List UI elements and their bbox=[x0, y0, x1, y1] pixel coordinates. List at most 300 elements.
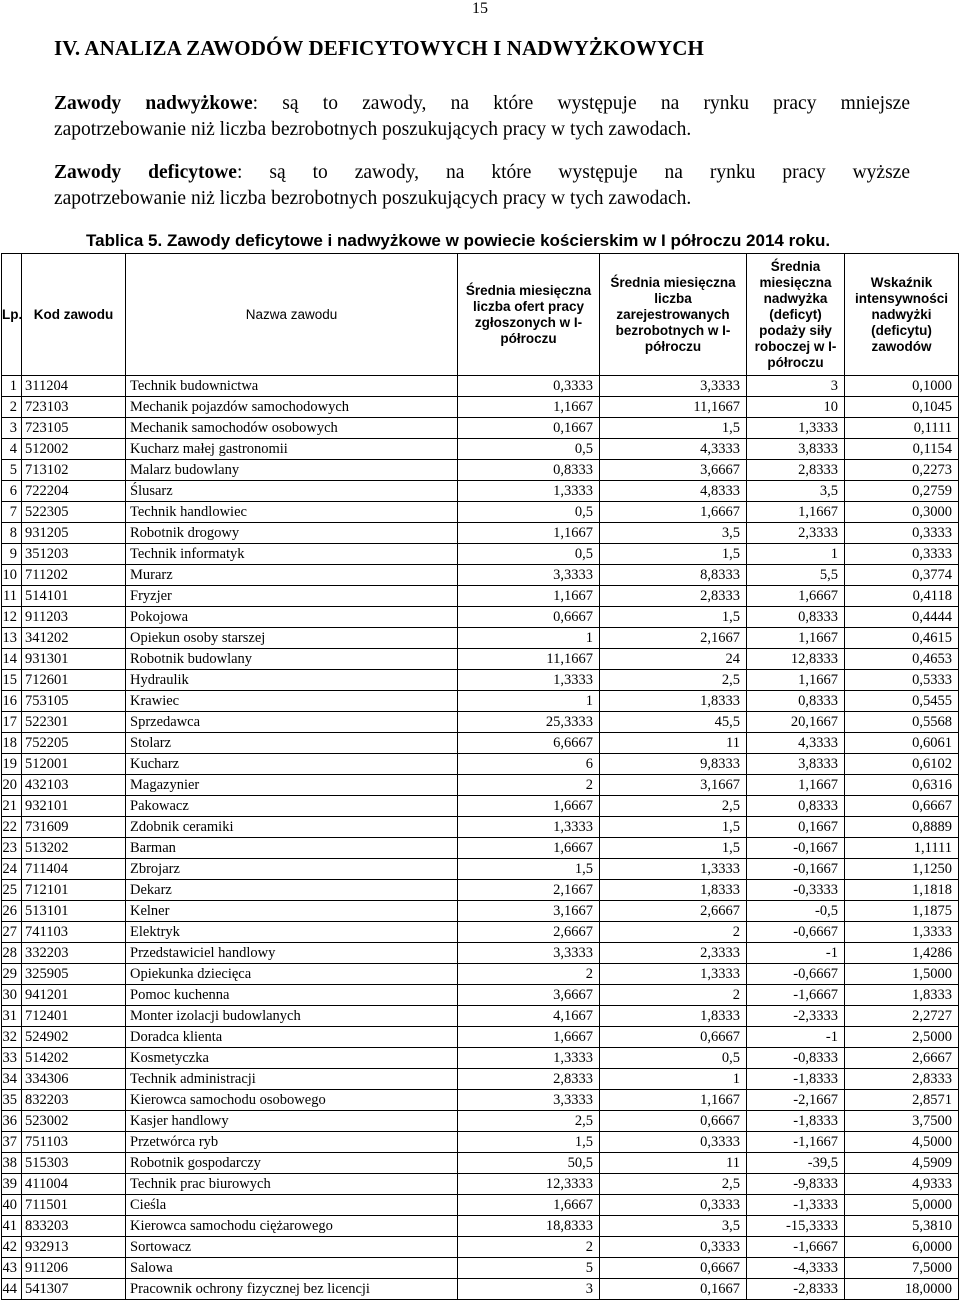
table-row bbox=[2, 460, 959, 481]
row-code: 432103 bbox=[22, 775, 126, 796]
row-offers: 2 bbox=[458, 964, 600, 985]
definition-surplus bbox=[54, 91, 910, 143]
row-offers: 1,6667 bbox=[458, 796, 600, 817]
row-name: Opiekun osoby starszej bbox=[126, 628, 458, 649]
row-lp: 26 bbox=[2, 901, 22, 922]
row-offers: 1,3333 bbox=[458, 481, 600, 502]
row-code: 513101 bbox=[22, 901, 126, 922]
row-surplus: 20,1667 bbox=[747, 712, 845, 733]
row-name: Pakowacz bbox=[126, 796, 458, 817]
row-offers: 50,5 bbox=[458, 1153, 600, 1174]
row-registered: 0,3333 bbox=[600, 1237, 747, 1258]
row-surplus: 3 bbox=[747, 376, 845, 397]
row-registered: 2,5 bbox=[600, 670, 747, 691]
row-index: 2,8333 bbox=[845, 1069, 959, 1090]
row-offers: 4,1667 bbox=[458, 1006, 600, 1027]
row-index: 1,1250 bbox=[845, 859, 959, 880]
row-code: 411004 bbox=[22, 1174, 126, 1195]
table-row bbox=[2, 922, 959, 943]
table-row bbox=[2, 775, 959, 796]
row-offers: 1 bbox=[458, 628, 600, 649]
row-index: 0,4615 bbox=[845, 628, 959, 649]
row-surplus: -1,8333 bbox=[747, 1069, 845, 1090]
row-code: 334306 bbox=[22, 1069, 126, 1090]
table-row bbox=[2, 1111, 959, 1132]
row-surplus: 0,8333 bbox=[747, 607, 845, 628]
row-index: 0,4118 bbox=[845, 586, 959, 607]
row-registered: 2,5 bbox=[600, 796, 747, 817]
row-surplus: 0,8333 bbox=[747, 691, 845, 712]
table-row bbox=[2, 943, 959, 964]
row-index: 0,5333 bbox=[845, 670, 959, 691]
row-lp: 16 bbox=[2, 691, 22, 712]
row-name: Zdobnik ceramiki bbox=[126, 817, 458, 838]
row-surplus: -1 bbox=[747, 1027, 845, 1048]
row-index: 2,2727 bbox=[845, 1006, 959, 1027]
row-code: 522305 bbox=[22, 502, 126, 523]
row-index: 0,8889 bbox=[845, 817, 959, 838]
row-offers: 2,6667 bbox=[458, 922, 600, 943]
row-lp: 33 bbox=[2, 1048, 22, 1069]
row-name: Fryzjer bbox=[126, 586, 458, 607]
row-lp: 22 bbox=[2, 817, 22, 838]
row-name: Opiekunka dziecięca bbox=[126, 964, 458, 985]
row-lp: 34 bbox=[2, 1069, 22, 1090]
table-row bbox=[2, 691, 959, 712]
row-code: 751103 bbox=[22, 1132, 126, 1153]
row-code: 833203 bbox=[22, 1216, 126, 1237]
row-code: 711404 bbox=[22, 859, 126, 880]
row-offers: 1,1667 bbox=[458, 397, 600, 418]
row-registered: 2,5 bbox=[600, 1174, 747, 1195]
row-index: 4,5909 bbox=[845, 1153, 959, 1174]
row-name: Murarz bbox=[126, 565, 458, 586]
row-surplus: -0,1667 bbox=[747, 838, 845, 859]
row-code: 351203 bbox=[22, 544, 126, 565]
row-registered: 24 bbox=[600, 649, 747, 670]
definition-text-cont: zapotrzebowanie niż liczba bezrobotnych poszukujących pracy w tych zawodach. bbox=[54, 188, 692, 209]
row-registered: 0,5 bbox=[600, 1048, 747, 1069]
row-surplus: 5,5 bbox=[747, 565, 845, 586]
row-name: Barman bbox=[126, 838, 458, 859]
row-index: 1,1111 bbox=[845, 838, 959, 859]
row-registered: 1,8333 bbox=[600, 691, 747, 712]
table-row bbox=[2, 649, 959, 670]
row-registered: 1,8333 bbox=[600, 880, 747, 901]
row-name: Hydraulik bbox=[126, 670, 458, 691]
row-index: 4,5000 bbox=[845, 1132, 959, 1153]
row-surplus: -39,5 bbox=[747, 1153, 845, 1174]
row-name: Sortowacz bbox=[126, 1237, 458, 1258]
row-registered: 4,3333 bbox=[600, 439, 747, 460]
row-registered: 1,8333 bbox=[600, 1006, 747, 1027]
table-row bbox=[2, 397, 959, 418]
row-code: 522301 bbox=[22, 712, 126, 733]
table-header-row bbox=[2, 254, 959, 376]
row-offers: 1,5 bbox=[458, 1132, 600, 1153]
row-name: Technik budownictwa bbox=[126, 376, 458, 397]
table-row bbox=[2, 586, 959, 607]
row-code: 741103 bbox=[22, 922, 126, 943]
row-code: 311204 bbox=[22, 376, 126, 397]
row-offers: 18,8333 bbox=[458, 1216, 600, 1237]
row-index: 5,3810 bbox=[845, 1216, 959, 1237]
row-lp: 1 bbox=[2, 376, 22, 397]
table-row bbox=[2, 523, 959, 544]
table-row bbox=[2, 901, 959, 922]
row-index: 0,1154 bbox=[845, 439, 959, 460]
row-index: 7,5000 bbox=[845, 1258, 959, 1279]
row-code: 541307 bbox=[22, 1279, 126, 1300]
row-lp: 21 bbox=[2, 796, 22, 817]
row-lp: 7 bbox=[2, 502, 22, 523]
row-index: 0,1000 bbox=[845, 376, 959, 397]
row-lp: 30 bbox=[2, 985, 22, 1006]
row-index: 6,0000 bbox=[845, 1237, 959, 1258]
row-lp: 40 bbox=[2, 1195, 22, 1216]
table-row bbox=[2, 1216, 959, 1237]
row-code: 932913 bbox=[22, 1237, 126, 1258]
row-code: 753105 bbox=[22, 691, 126, 712]
row-surplus: 3,5 bbox=[747, 481, 845, 502]
definition-text: : są to zawody, na które występuje na rynku pracy wyższe bbox=[236, 162, 910, 183]
row-registered: 0,3333 bbox=[600, 1195, 747, 1216]
row-code: 512001 bbox=[22, 754, 126, 775]
table-row bbox=[2, 565, 959, 586]
table-row bbox=[2, 1006, 959, 1027]
row-lp: 6 bbox=[2, 481, 22, 502]
row-surplus: 0,1667 bbox=[747, 817, 845, 838]
row-offers: 12,3333 bbox=[458, 1174, 600, 1195]
row-lp: 11 bbox=[2, 586, 22, 607]
row-registered: 3,3333 bbox=[600, 376, 747, 397]
row-name: Zbrojarz bbox=[126, 859, 458, 880]
row-registered: 3,6667 bbox=[600, 460, 747, 481]
row-surplus: -0,1667 bbox=[747, 859, 845, 880]
row-registered: 1,5 bbox=[600, 607, 747, 628]
row-offers: 0,6667 bbox=[458, 607, 600, 628]
definition-line bbox=[54, 91, 910, 117]
row-name: Kosmetyczka bbox=[126, 1048, 458, 1069]
row-name: Monter izolacji budowlanych bbox=[126, 1006, 458, 1027]
row-registered: 3,5 bbox=[600, 1216, 747, 1237]
row-name: Stolarz bbox=[126, 733, 458, 754]
row-surplus: 2,3333 bbox=[747, 523, 845, 544]
row-lp: 28 bbox=[2, 943, 22, 964]
row-code: 713102 bbox=[22, 460, 126, 481]
row-code: 832203 bbox=[22, 1090, 126, 1111]
row-registered: 11 bbox=[600, 1153, 747, 1174]
table-row bbox=[2, 1237, 959, 1258]
row-lp: 8 bbox=[2, 523, 22, 544]
row-name: Kierowca samochodu osobowego bbox=[126, 1090, 458, 1111]
row-name: Robotnik budowlany bbox=[126, 649, 458, 670]
row-registered: 2,8333 bbox=[600, 586, 747, 607]
row-lp: 41 bbox=[2, 1216, 22, 1237]
row-name: Pracownik ochrony fizycznej bez licencji bbox=[126, 1279, 458, 1300]
row-code: 911203 bbox=[22, 607, 126, 628]
row-offers: 1 bbox=[458, 691, 600, 712]
table-row bbox=[2, 838, 959, 859]
table-row bbox=[2, 796, 959, 817]
row-code: 514202 bbox=[22, 1048, 126, 1069]
row-name: Kelner bbox=[126, 901, 458, 922]
row-index: 0,5455 bbox=[845, 691, 959, 712]
row-index: 0,4653 bbox=[845, 649, 959, 670]
row-index: 18,0000 bbox=[845, 1279, 959, 1300]
row-index: 3,7500 bbox=[845, 1111, 959, 1132]
header-code: Kod zawodu bbox=[22, 254, 126, 376]
row-code: 931301 bbox=[22, 649, 126, 670]
row-index: 2,6667 bbox=[845, 1048, 959, 1069]
definition-term: Zawody deficytowe bbox=[54, 162, 237, 183]
table-row bbox=[2, 1195, 959, 1216]
row-index: 0,6061 bbox=[845, 733, 959, 754]
row-lp: 24 bbox=[2, 859, 22, 880]
row-offers: 11,1667 bbox=[458, 649, 600, 670]
row-lp: 27 bbox=[2, 922, 22, 943]
row-lp: 3 bbox=[2, 418, 22, 439]
row-offers: 2,5 bbox=[458, 1111, 600, 1132]
row-offers: 0,1667 bbox=[458, 418, 600, 439]
table-row bbox=[2, 1069, 959, 1090]
row-code: 941201 bbox=[22, 985, 126, 1006]
row-offers: 3 bbox=[458, 1279, 600, 1300]
row-surplus: 1 bbox=[747, 544, 845, 565]
table-row bbox=[2, 985, 959, 1006]
row-surplus: 10 bbox=[747, 397, 845, 418]
row-registered: 1,1667 bbox=[600, 1090, 747, 1111]
row-surplus: 1,1667 bbox=[747, 628, 845, 649]
row-surplus: 2,8333 bbox=[747, 460, 845, 481]
row-name: Dekarz bbox=[126, 880, 458, 901]
table-row bbox=[2, 859, 959, 880]
row-index: 0,1045 bbox=[845, 397, 959, 418]
header-surplus: Średnia miesięczna nadwyżka (deficyt) podaży siły roboczej w I-półroczu bbox=[747, 254, 845, 376]
row-index: 0,6102 bbox=[845, 754, 959, 775]
table-row bbox=[2, 754, 959, 775]
row-index: 5,0000 bbox=[845, 1195, 959, 1216]
row-code: 712601 bbox=[22, 670, 126, 691]
row-index: 0,5568 bbox=[845, 712, 959, 733]
row-surplus: -1 bbox=[747, 943, 845, 964]
row-lp: 15 bbox=[2, 670, 22, 691]
row-offers: 3,6667 bbox=[458, 985, 600, 1006]
row-registered: 2,1667 bbox=[600, 628, 747, 649]
row-name: Technik administracji bbox=[126, 1069, 458, 1090]
row-name: Mechanik pojazdów samochodowych bbox=[126, 397, 458, 418]
row-name: Technik handlowiec bbox=[126, 502, 458, 523]
table-row bbox=[2, 628, 959, 649]
row-name: Sprzedawca bbox=[126, 712, 458, 733]
row-surplus: -1,3333 bbox=[747, 1195, 845, 1216]
table-row bbox=[2, 607, 959, 628]
row-registered: 2,6667 bbox=[600, 901, 747, 922]
row-lp: 25 bbox=[2, 880, 22, 901]
row-surplus: -2,1667 bbox=[747, 1090, 845, 1111]
row-index: 0,3333 bbox=[845, 544, 959, 565]
table-row bbox=[2, 439, 959, 460]
row-surplus: -2,8333 bbox=[747, 1279, 845, 1300]
header-index: Wskaźnik intensywności nadwyżki (deficytu) zawodów bbox=[845, 254, 959, 376]
row-name: Przetwórca ryb bbox=[126, 1132, 458, 1153]
row-lp: 29 bbox=[2, 964, 22, 985]
row-name: Kasjer handlowy bbox=[126, 1111, 458, 1132]
row-offers: 1,6667 bbox=[458, 1027, 600, 1048]
row-surplus: -1,6667 bbox=[747, 1237, 845, 1258]
table-row bbox=[2, 880, 959, 901]
row-offers: 0,5 bbox=[458, 439, 600, 460]
row-offers: 1,3333 bbox=[458, 817, 600, 838]
row-offers: 0,5 bbox=[458, 502, 600, 523]
table-row bbox=[2, 1174, 959, 1195]
row-registered: 3,5 bbox=[600, 523, 747, 544]
row-index: 0,6667 bbox=[845, 796, 959, 817]
row-name: Przedstawiciel handlowy bbox=[126, 943, 458, 964]
row-code: 325905 bbox=[22, 964, 126, 985]
row-lp: 42 bbox=[2, 1237, 22, 1258]
row-index: 0,2759 bbox=[845, 481, 959, 502]
row-surplus: -4,3333 bbox=[747, 1258, 845, 1279]
row-registered: 45,5 bbox=[600, 712, 747, 733]
row-offers: 1,6667 bbox=[458, 838, 600, 859]
row-lp: 32 bbox=[2, 1027, 22, 1048]
table-row bbox=[2, 1153, 959, 1174]
table-row bbox=[2, 481, 959, 502]
header-offers: Średnia miesięczna liczba ofert pracy zgłoszonych w I-półroczu bbox=[458, 254, 600, 376]
row-registered: 8,8333 bbox=[600, 565, 747, 586]
row-registered: 1,3333 bbox=[600, 859, 747, 880]
row-lp: 12 bbox=[2, 607, 22, 628]
row-surplus: 1,3333 bbox=[747, 418, 845, 439]
row-offers: 2,1667 bbox=[458, 880, 600, 901]
row-index: 1,3333 bbox=[845, 922, 959, 943]
row-surplus: -2,3333 bbox=[747, 1006, 845, 1027]
row-name: Technik prac biurowych bbox=[126, 1174, 458, 1195]
row-lp: 31 bbox=[2, 1006, 22, 1027]
row-registered: 1,5 bbox=[600, 838, 747, 859]
row-offers: 0,5 bbox=[458, 544, 600, 565]
row-code: 752205 bbox=[22, 733, 126, 754]
definition-text-cont: zapotrzebowanie niż liczba bezrobotnych poszukujących pracy w tych zawodach. bbox=[54, 119, 692, 140]
row-code: 712101 bbox=[22, 880, 126, 901]
row-index: 0,3000 bbox=[845, 502, 959, 523]
row-code: 711202 bbox=[22, 565, 126, 586]
row-surplus: -15,3333 bbox=[747, 1216, 845, 1237]
row-surplus: 3,8333 bbox=[747, 439, 845, 460]
row-offers: 6 bbox=[458, 754, 600, 775]
definition-deficit bbox=[54, 160, 910, 212]
row-name: Pomoc kuchenna bbox=[126, 985, 458, 1006]
row-code: 711501 bbox=[22, 1195, 126, 1216]
row-index: 4,9333 bbox=[845, 1174, 959, 1195]
row-name: Krawiec bbox=[126, 691, 458, 712]
table-row bbox=[2, 964, 959, 985]
row-registered: 3,1667 bbox=[600, 775, 747, 796]
row-index: 1,8333 bbox=[845, 985, 959, 1006]
row-lp: 9 bbox=[2, 544, 22, 565]
row-offers: 1,1667 bbox=[458, 586, 600, 607]
row-name: Pokojowa bbox=[126, 607, 458, 628]
row-offers: 1,3333 bbox=[458, 670, 600, 691]
row-name: Robotnik drogowy bbox=[126, 523, 458, 544]
row-code: 515303 bbox=[22, 1153, 126, 1174]
row-name: Malarz budowlany bbox=[126, 460, 458, 481]
table-row bbox=[2, 1132, 959, 1153]
header-registered: Średnia miesięczna liczba zarejestrowanych bezrobotnych w I-półroczu bbox=[600, 254, 747, 376]
row-registered: 11,1667 bbox=[600, 397, 747, 418]
definition-text: : są to zawody, na które występuje na rynku pracy mniejsze bbox=[252, 93, 910, 114]
page-number: 15 bbox=[472, 0, 488, 17]
row-surplus: 1,1667 bbox=[747, 775, 845, 796]
table-row bbox=[2, 1258, 959, 1279]
row-code: 932101 bbox=[22, 796, 126, 817]
row-index: 1,1818 bbox=[845, 880, 959, 901]
row-lp: 23 bbox=[2, 838, 22, 859]
row-index: 0,3774 bbox=[845, 565, 959, 586]
row-surplus: -0,6667 bbox=[747, 964, 845, 985]
row-lp: 38 bbox=[2, 1153, 22, 1174]
definition-line bbox=[54, 160, 910, 186]
row-code: 514101 bbox=[22, 586, 126, 607]
row-surplus: -1,6667 bbox=[747, 985, 845, 1006]
table-row bbox=[2, 712, 959, 733]
row-registered: 1,5 bbox=[600, 418, 747, 439]
table-row bbox=[2, 1027, 959, 1048]
row-code: 931205 bbox=[22, 523, 126, 544]
table-row bbox=[2, 376, 959, 397]
row-name: Kucharz małej gastronomii bbox=[126, 439, 458, 460]
row-index: 1,4286 bbox=[845, 943, 959, 964]
row-offers: 1,5 bbox=[458, 859, 600, 880]
row-registered: 0,6667 bbox=[600, 1111, 747, 1132]
row-surplus: -9,8333 bbox=[747, 1174, 845, 1195]
row-index: 0,3333 bbox=[845, 523, 959, 544]
row-registered: 1,6667 bbox=[600, 502, 747, 523]
row-index: 0,2273 bbox=[845, 460, 959, 481]
row-index: 0,4444 bbox=[845, 607, 959, 628]
row-code: 523002 bbox=[22, 1111, 126, 1132]
row-registered: 1,5 bbox=[600, 544, 747, 565]
row-name: Magazynier bbox=[126, 775, 458, 796]
row-offers: 6,6667 bbox=[458, 733, 600, 754]
row-lp: 14 bbox=[2, 649, 22, 670]
row-lp: 37 bbox=[2, 1132, 22, 1153]
row-lp: 20 bbox=[2, 775, 22, 796]
row-registered: 1 bbox=[600, 1069, 747, 1090]
table-row bbox=[2, 502, 959, 523]
row-index: 0,6316 bbox=[845, 775, 959, 796]
row-index: 2,8571 bbox=[845, 1090, 959, 1111]
row-name: Kucharz bbox=[126, 754, 458, 775]
row-lp: 5 bbox=[2, 460, 22, 481]
row-lp: 10 bbox=[2, 565, 22, 586]
row-offers: 3,3333 bbox=[458, 943, 600, 964]
row-offers: 3,3333 bbox=[458, 565, 600, 586]
row-index: 0,1111 bbox=[845, 418, 959, 439]
row-lp: 4 bbox=[2, 439, 22, 460]
row-surplus: 1,1667 bbox=[747, 670, 845, 691]
section-title: IV. ANALIZA ZAWODÓW DEFICYTOWYCH I NADWYŻKOWYCH bbox=[54, 36, 704, 60]
row-offers: 2 bbox=[458, 775, 600, 796]
row-name: Cieśla bbox=[126, 1195, 458, 1216]
row-code: 722204 bbox=[22, 481, 126, 502]
row-lp: 18 bbox=[2, 733, 22, 754]
row-surplus: -0,6667 bbox=[747, 922, 845, 943]
row-surplus: 12,8333 bbox=[747, 649, 845, 670]
occupations-table bbox=[1, 253, 959, 1300]
row-name: Robotnik gospodarczy bbox=[126, 1153, 458, 1174]
